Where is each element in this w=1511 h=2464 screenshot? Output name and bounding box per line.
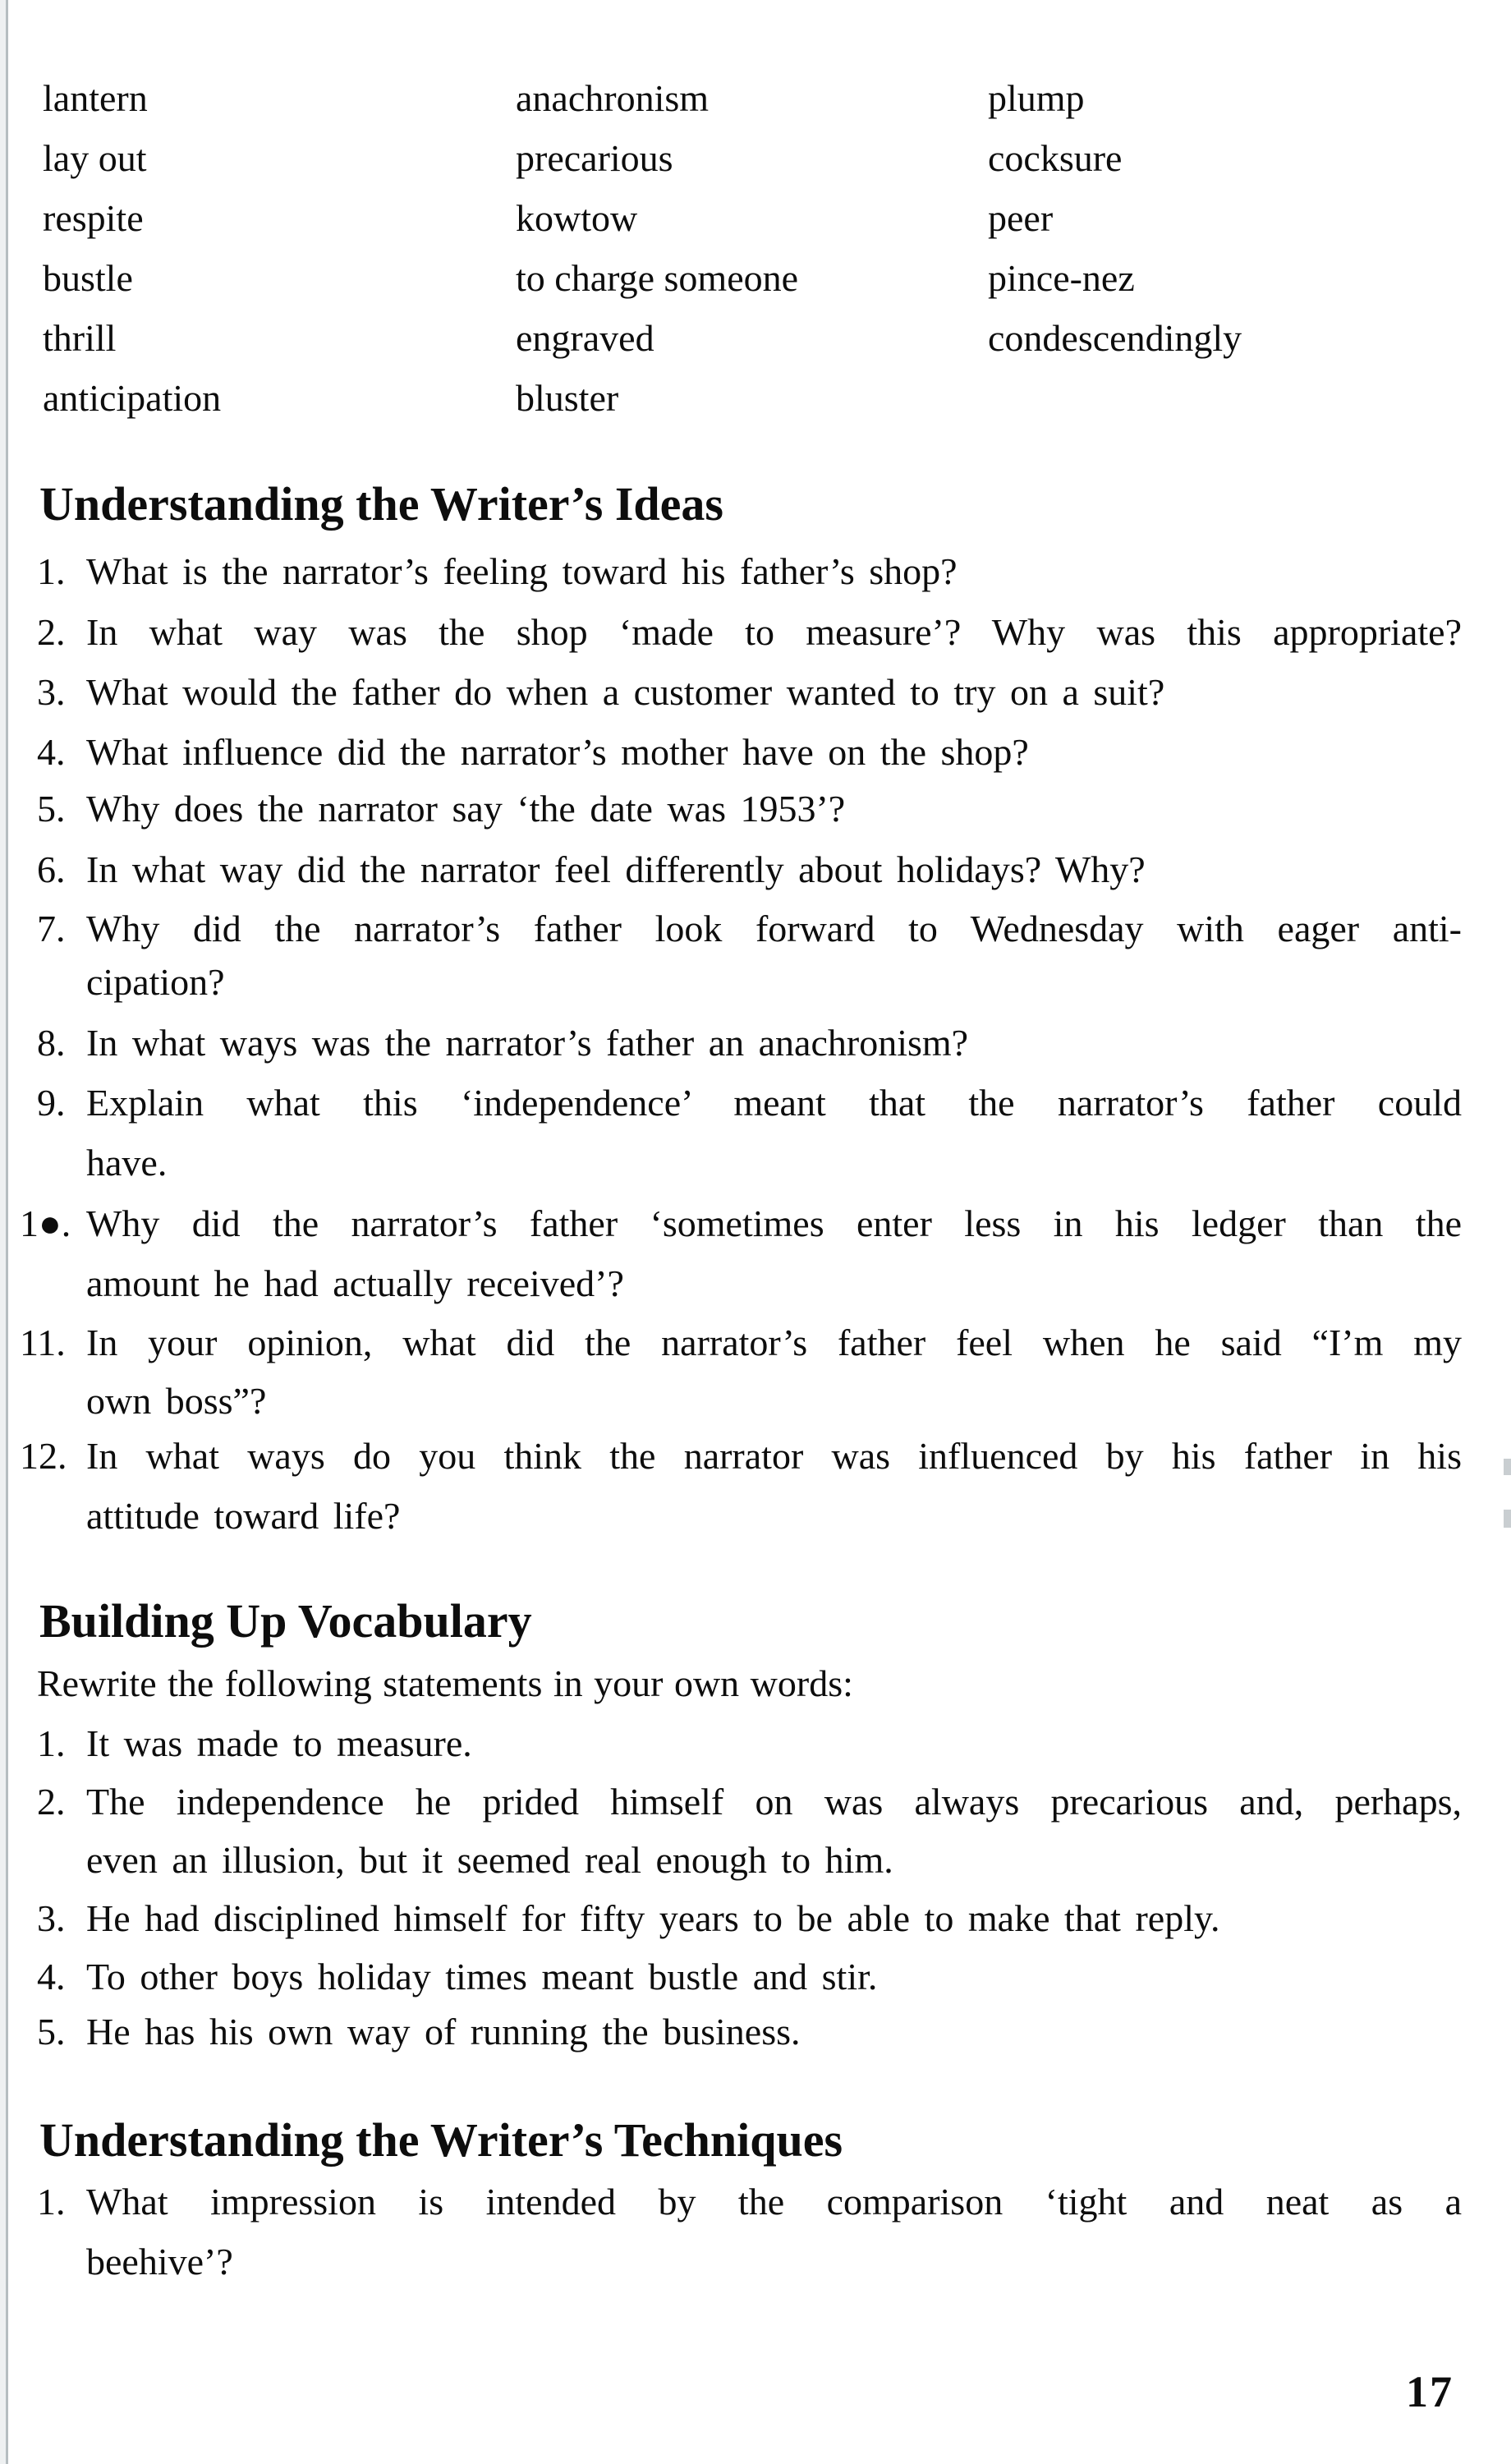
- statement-line: [0, 1772, 1511, 1832]
- statement-number: 4.: [37, 1956, 66, 1997]
- question-line: [0, 839, 1511, 899]
- statement-text: The independence he prided himself on was always precarious and, perhaps,: [86, 1781, 1462, 1823]
- question-number: 12.: [20, 1435, 67, 1477]
- question-number: 9.: [37, 1082, 66, 1124]
- vocab-list-column-2: [516, 68, 798, 428]
- question-text: amount he had actually received’?: [86, 1262, 624, 1304]
- question-number: 5.: [37, 788, 66, 830]
- vocab-word: anticipation: [43, 377, 222, 419]
- question-line: [0, 602, 1511, 662]
- question-number: 1●.: [20, 1202, 71, 1244]
- question-number: 11.: [20, 1322, 66, 1363]
- statement-line: [0, 1713, 1511, 1773]
- statement-line-continuation: [0, 1830, 1511, 1890]
- question-text: What impression is intended by the comparison ‘tight and neat as a: [86, 2181, 1462, 2223]
- vocab-word: plump: [988, 77, 1085, 119]
- question-line: [0, 2172, 1511, 2232]
- question-line: [0, 1193, 1511, 1253]
- vocabulary-intro: [0, 1653, 1511, 1713]
- question-text: In what ways was the narrator’s father an anachronism?: [86, 1022, 969, 1064]
- statement-number: 1.: [37, 1722, 66, 1764]
- statement-number: 3.: [37, 1897, 66, 1939]
- statement-text: He has his own way of running the business.: [86, 2011, 801, 2053]
- question-text: What is the narrator’s feeling toward his father’s shop?: [86, 550, 958, 592]
- question-text: Explain what this ‘independence’ meant that the narrator’s father could: [86, 1082, 1462, 1124]
- vocab-word: kowtow: [516, 197, 638, 239]
- question-text: In what way did the narrator feel differently about holidays? Why?: [86, 848, 1146, 890]
- question-text: In your opinion, what did the narrator’s father feel when he said “I’m my: [86, 1322, 1462, 1363]
- vocab-word: peer: [988, 197, 1054, 239]
- vocab-list-column-1: [43, 68, 221, 428]
- vocab-word: pince-nez: [988, 257, 1135, 299]
- question-number: 8.: [37, 1022, 66, 1064]
- vocab-word: thrill: [43, 317, 117, 359]
- vocab-word: cocksure: [988, 137, 1123, 179]
- vocab-word: bluster: [516, 377, 619, 419]
- question-line: [0, 1073, 1511, 1133]
- question-text: cipation?: [86, 961, 225, 1003]
- question-text: Why does the narrator say ‘the date was 1953’?: [86, 788, 846, 830]
- vocab-word: condescendingly: [988, 317, 1242, 359]
- question-text: Why did the narrator’s father ‘sometimes enter less in his ledger than the: [86, 1202, 1462, 1244]
- vocab-list-column-3: [988, 68, 1242, 368]
- vocab-word: lantern: [43, 77, 148, 119]
- question-line: [0, 1426, 1511, 1486]
- question-number: 6.: [37, 848, 66, 890]
- question-line-continuation: [0, 1133, 1511, 1193]
- question-line: [0, 541, 1511, 601]
- question-text: In what way was the shop ‘made to measure’? Why was this appropriate?: [86, 611, 1462, 653]
- statement-text: To other boys holiday times meant bustle and stir.: [86, 1956, 878, 1997]
- section-heading-ideas: Understanding the Writer’s Ideas: [39, 477, 723, 531]
- question-text: In what ways do you think the narrator was influenced by his father in his: [86, 1435, 1462, 1477]
- vocab-word: to charge someone: [516, 257, 799, 299]
- question-line-continuation: [0, 952, 1511, 1012]
- section-heading-techniques: Understanding the Writer’s Techniques: [39, 2113, 843, 2167]
- vocab-word: lay out: [43, 137, 147, 179]
- question-line: [0, 899, 1511, 958]
- question-number: 2.: [37, 611, 66, 653]
- question-text: beehive’?: [86, 2241, 233, 2282]
- question-text: have.: [86, 1142, 168, 1184]
- question-number: 7.: [37, 908, 66, 949]
- statement-line: [0, 2002, 1511, 2062]
- statement-text: He had disciplined himself for fifty years to be able to make that reply.: [86, 1897, 1220, 1939]
- question-text: What influence did the narrator’s mother have on the shop?: [86, 731, 1029, 773]
- question-number: 1.: [37, 2181, 66, 2223]
- vocab-word: anachronism: [516, 77, 710, 119]
- question-number: 3.: [37, 671, 66, 713]
- section-heading-vocabulary: Building Up Vocabulary: [39, 1594, 532, 1648]
- question-line-continuation: [0, 1486, 1511, 1546]
- question-line-continuation: [0, 2232, 1511, 2292]
- statement-line: [0, 1947, 1511, 2007]
- statement-line: [0, 1888, 1511, 1948]
- page-number: 17: [1406, 2367, 1454, 2416]
- statement-text: It was made to measure.: [86, 1722, 472, 1764]
- question-text: own boss”?: [86, 1380, 267, 1422]
- question-line: [0, 722, 1511, 782]
- question-line-continuation: [0, 1253, 1511, 1313]
- question-line: [0, 779, 1511, 839]
- question-text: attitude toward life?: [86, 1495, 401, 1537]
- statement-text: even an illusion, but it seemed real enough to him.: [86, 1839, 893, 1881]
- statement-number: 2.: [37, 1781, 66, 1823]
- vocab-word: precarious: [516, 137, 673, 179]
- question-line: [0, 1312, 1511, 1372]
- question-line: [0, 662, 1511, 722]
- vocab-word: bustle: [43, 257, 133, 299]
- question-number: 1.: [37, 550, 66, 592]
- vocab-word: engraved: [516, 317, 654, 359]
- question-line-continuation: [0, 1371, 1511, 1431]
- question-number: 4.: [37, 731, 66, 773]
- question-text: What would the father do when a customer wanted to try on a suit?: [86, 671, 1165, 713]
- intro-text: Rewrite the following statements in your own words:: [37, 1662, 853, 1704]
- statement-number: 5.: [37, 2011, 66, 2053]
- question-line: [0, 1013, 1511, 1073]
- question-text: Why did the narrator’s father look forward to Wednesday with eager anti-: [86, 908, 1462, 949]
- vocab-word: respite: [43, 197, 144, 239]
